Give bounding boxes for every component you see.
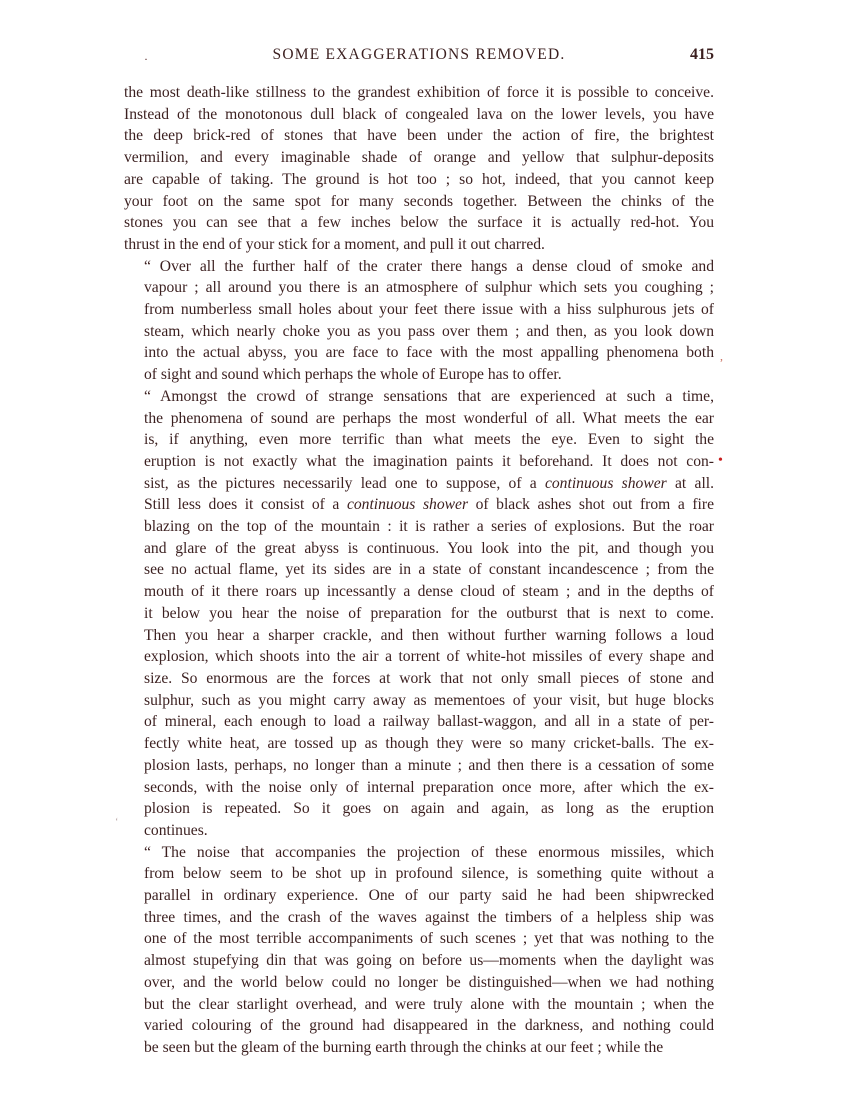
text-line: the most death-like stillness to the grandest exhibition of force it is possible to conceive.	[124, 84, 714, 101]
header-dot: ·	[144, 52, 148, 66]
text-line: “ The noise that accompanies the projection of these enormous missiles, which	[144, 843, 714, 861]
text-line: blazing on the top of the mountain : it is rather a series of explosions. But the roar	[144, 518, 714, 536]
text-line: size. So enormous are the forces at work that not only small pieces of stone and	[144, 669, 714, 687]
page-number: 415	[690, 46, 714, 63]
text-line: one of the most terrible accompaniments of such scenes ; yet that was nothing to the	[144, 930, 714, 948]
margin-comma-mark: ,	[720, 349, 723, 363]
text-line: over, and the world below could no longer be distinguished—when we had nothing	[144, 973, 714, 991]
text-line: stones you can see that a few inches below the surface it is actually red-hot. You	[124, 214, 714, 232]
text-line: “ Over all the further half of the crater there hangs a dense cloud of smoke and	[144, 257, 714, 275]
text-line: almost stupefying din that was going on before us—moments when the daylight was	[144, 952, 714, 970]
paragraph	[124, 842, 714, 1059]
text-line: into the actual abyss, you are face to face with the most appalling phenomena both	[144, 344, 714, 362]
text-line: explosion, which shoots into the air a torrent of white-hot missiles of every shape and	[144, 648, 714, 666]
text-line: but the clear starlight overhead, and were truly alone with the mountain ; when the	[144, 995, 714, 1013]
text-line: Then you hear a sharper crackle, and then without further warning follows a loud	[144, 626, 714, 644]
text-line: are capable of taking. The ground is hot too ; so hot, indeed, that you cannot keep	[124, 170, 714, 188]
text-line: parallel in ordinary experience. One of our party said he had been shipwrecked	[144, 887, 714, 905]
text-line: “ Amongst the crowd of strange sensations that are experienced at such a time,	[144, 387, 714, 405]
margin-red-dot-mark: •	[718, 453, 723, 468]
text-line: eruption is not exactly what the imagination paints it beforehand. It does not con-	[144, 452, 714, 470]
margin-tick-mark: ‘	[115, 817, 119, 828]
page-header	[124, 46, 714, 70]
body-text	[124, 82, 714, 1059]
text-line: is, if anything, even more terrific than what meets the eye. Even to sight the	[144, 431, 714, 449]
running-title: SOME EXAGGERATIONS REMOVED.	[272, 46, 566, 63]
emphasized-phrase: continuous shower	[346, 496, 469, 514]
text-line: from numberless small holes about your feet there issue with a hiss sulphurous jets of	[144, 301, 714, 319]
text-line: the phenomena of sound are perhaps the most wonderful of all. What meets the ear	[144, 409, 714, 427]
text-line: of mineral, each enough to load a railway ballast-waggon, and all in a state of per-	[144, 713, 714, 731]
text-line: the deep brick-red of stones that have been under the action of fire, the brightest	[124, 127, 714, 145]
text-line: Still less does it consist of a continuous shower of black ashes shot out from a fire	[144, 496, 714, 514]
text-line: it below you hear the noise of preparation for the outburst that is next to come.	[144, 604, 714, 622]
text-line: thrust in the end of your stick for a moment, and pull it out charred.	[124, 235, 545, 253]
text-line: see no actual flame, yet its sides are in a state of constant incandescence ; from the	[144, 561, 714, 579]
paragraph	[124, 256, 714, 386]
text-line: mouth of it there roars up incessantly a dense cloud of steam ; and in the depths of	[144, 583, 714, 601]
text-line: plosion is repeated. So it goes on again and again, as long as the eruption	[144, 800, 714, 818]
text-line: of sight and sound which perhaps the whole of Europe has to offer.	[144, 366, 562, 384]
text-line: fectly white heat, are tossed up as though they were so many cricket-balls. The ex-	[144, 735, 714, 753]
text-line: sist, as the pictures necessarily lead one to suppose, of a continuous shower at all.	[144, 474, 715, 492]
emphasized-phrase: continuous shower	[544, 474, 667, 492]
text-line: continues.	[144, 821, 208, 839]
text-line: your foot on the same spot for many seconds together. Between the chinks of the	[124, 192, 714, 210]
text-line: steam, which nearly choke you as you pass over them ; and then, as you look down	[144, 322, 714, 340]
text-line: plosion lasts, perhaps, no longer than a minute ; and then there is a cessation of some	[144, 756, 714, 774]
text-line: be seen but the gleam of the burning earth through the chinks at our feet ; while the	[144, 1038, 664, 1056]
text-line: Instead of the monotonous dull black of congealed lava on the lower levels, you have	[124, 105, 714, 123]
text-line: three times, and the crash of the waves against the timbers of a helpless ship was	[144, 908, 714, 926]
text-line: vapour ; all around you there is an atmosphere of sulphur which sets you coughing ;	[144, 279, 714, 297]
text-line: varied colouring of the ground had disappeared in the darkness, and nothing could	[144, 1017, 714, 1035]
paragraph	[124, 82, 714, 256]
paragraph	[124, 386, 714, 842]
text-line: seconds, with the noise only of internal preparation once more, after which the ex-	[144, 778, 714, 796]
text-line: from below seem to be shot up in profound silence, is something quite without a	[144, 865, 714, 883]
text-line: vermilion, and every imaginable shade of orange and yellow that sulphur-deposits	[124, 149, 714, 167]
text-line: and glare of the great abyss is continuous. You look into the pit, and though you	[144, 539, 714, 557]
text-line: sulphur, such as you might carry away as mementoes of your visit, but huge blocks	[144, 691, 714, 709]
